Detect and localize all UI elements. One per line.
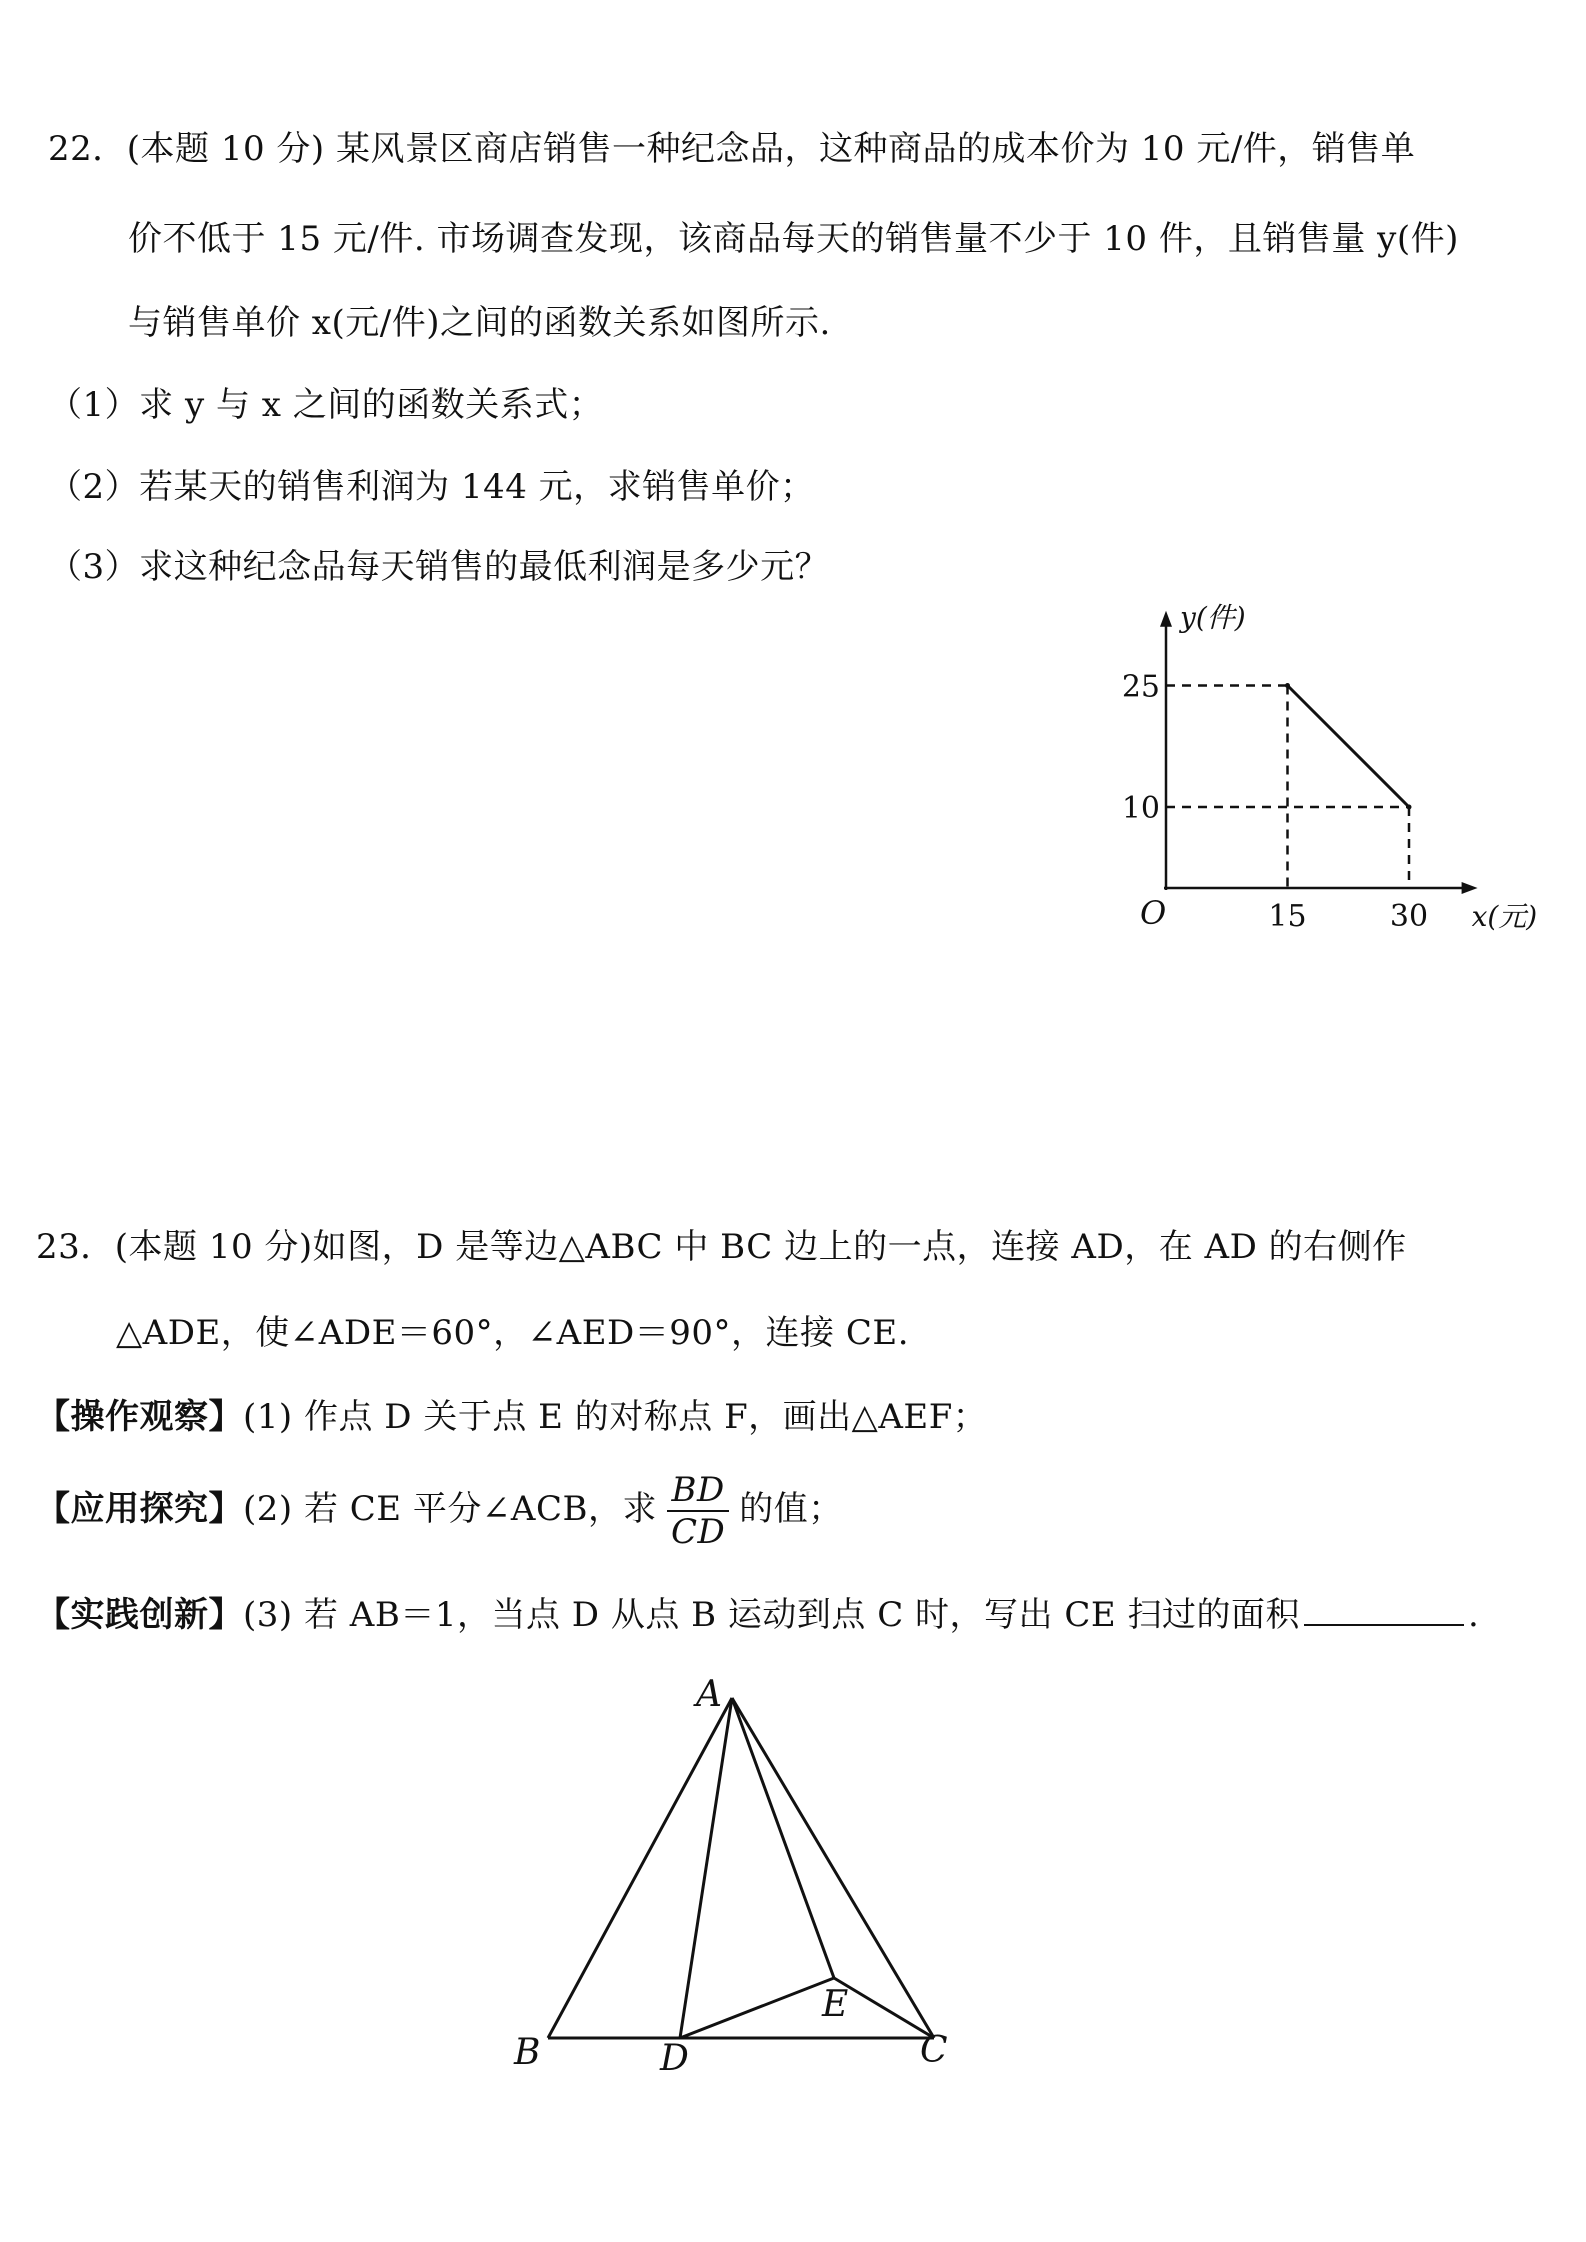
- part-1-text: (1) 作点 D 关于点 E 的对称点 F，画出△AEF；: [243, 1397, 988, 1437]
- q22-sub-question-2: （2）若某天的销售利润为 144 元，求销售单价；: [48, 467, 815, 507]
- vertex-label-a: A: [696, 1674, 722, 1715]
- part-3-text: (3) 若 AB＝1，当点 D 从点 B 运动到点 C 时，写出 CE 扫过的面积: [243, 1595, 1301, 1635]
- q23-line-2: △ADE，使∠ADE＝60°，∠AED＝90°，连接 CE.: [116, 1313, 909, 1353]
- segment-ae: [732, 1698, 834, 1978]
- vertex-label-e: E: [822, 1984, 849, 2025]
- vertex-label-c: C: [920, 2030, 948, 2071]
- x-tick-label-15: 15: [1268, 899, 1307, 934]
- part-3-end: .: [1468, 1595, 1480, 1635]
- part-2-tag: 【应用探究】: [36, 1489, 243, 1529]
- x-tick-label-30: 30: [1389, 899, 1429, 934]
- origin-label: O: [1140, 894, 1167, 932]
- y-tick-label-25: 25: [1121, 669, 1160, 705]
- y-tick-label-10: 10: [1121, 791, 1160, 826]
- q22-line-1: 22．(本题 10 分) 某风景区商店销售一种纪念品，这种商品的成本价为 10 元/件，销售单: [48, 129, 1416, 169]
- q23-line-1: 23．(本题 10 分)如图，D 是等边△ABC 中 BC 边上的一点，连接 AD，在 AD 的右侧作: [36, 1227, 1407, 1267]
- fraction-denominator: CD: [670, 1512, 726, 1552]
- q22-sub-question-3: （3）求这种纪念品每天销售的最低利润是多少元？: [48, 547, 830, 587]
- q22-sub-question-1: （1）求 y 与 x 之间的函数关系式；: [48, 385, 604, 425]
- fraction-numerator: BD: [667, 1470, 729, 1512]
- segment-ce: [834, 1978, 934, 2038]
- segment-de: [680, 1978, 834, 2038]
- part-2-suffix: 的值；: [739, 1489, 843, 1529]
- part-3-tag: 【实践创新】: [36, 1595, 243, 1635]
- x-axis-label: x(元): [1471, 900, 1538, 933]
- part-2-prefix: (2) 若 CE 平分∠ACB，求: [243, 1489, 657, 1529]
- part-1-tag: 【操作观察】: [36, 1397, 243, 1437]
- y-axis-label: y(件): [1180, 600, 1246, 634]
- q22-line-2: 价不低于 15 元/件. 市场调查发现，该商品每天的销售量不少于 10 件，且销售量 y(件): [128, 219, 1459, 259]
- segment-ab: [548, 1698, 732, 2038]
- vertex-label-b: B: [514, 2032, 541, 2073]
- q22-line-3: 与销售单价 x(元/件)之间的函数关系如图所示.: [128, 303, 831, 343]
- vertex-label-d: D: [660, 2038, 689, 2079]
